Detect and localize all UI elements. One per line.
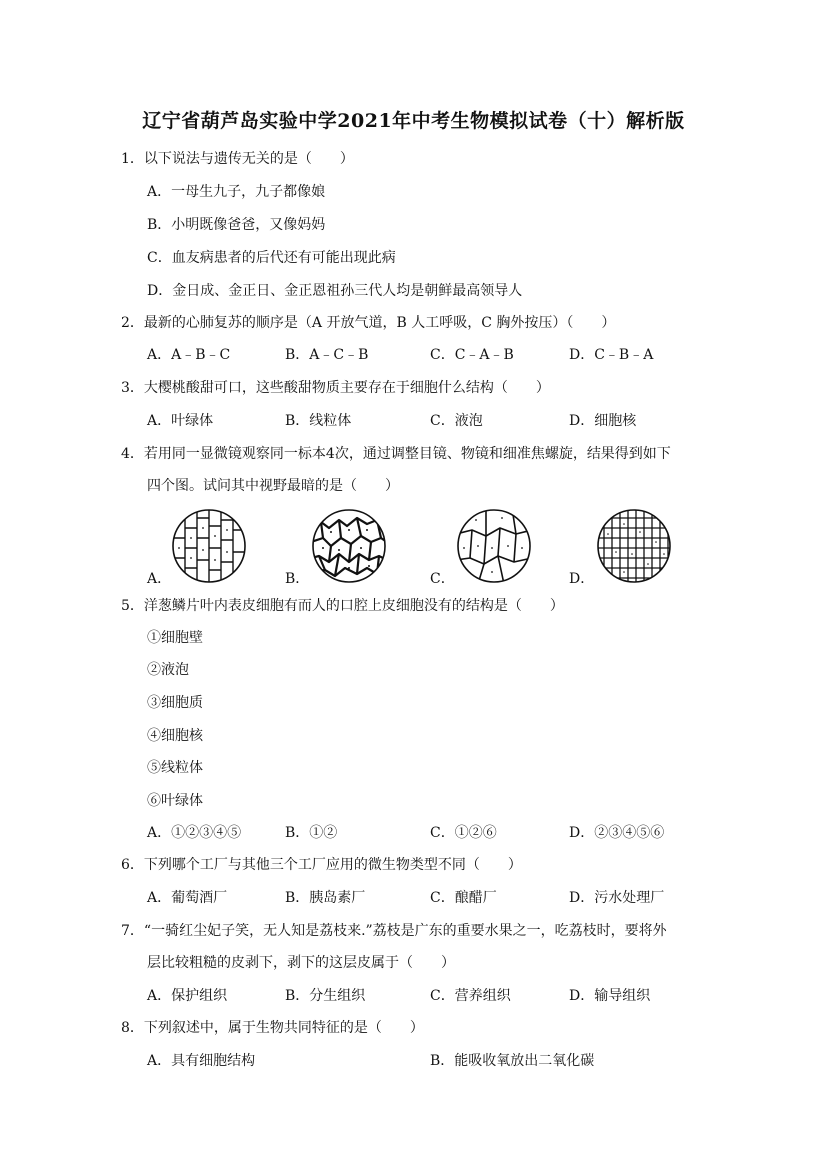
question-6-option-d: D．污水处理厂 (569, 890, 665, 906)
question-7-stem-line-1: 7．“一骑红尘妃子笑，无人知是荔枝来.”荔枝是广东的重要水果之一，吃荔枝时，要将外 (121, 923, 667, 939)
question-2-stem: 2．最新的心肺复苏的顺序是（A 开放气道，B 人工呼吸，C 胸外按压）（ ） (121, 315, 616, 331)
question-4-stem-line-1: 4．若用同一显微镜观察同一标本4次，通过调整目镜、物镜和细准焦螺旋，结果得到如下 (121, 446, 671, 462)
question-5-option-b: B．①② (285, 825, 338, 841)
question-5-option-c: C．①②⑥ (430, 825, 497, 841)
question-1-option-a: A．一母生九子，九子都像娘 (147, 184, 326, 200)
question-5-option-d: D．②③④⑤⑥ (569, 825, 665, 841)
question-6-stem: 6．下列哪个工厂与其他三个工厂应用的微生物类型不同（ ） (121, 857, 522, 873)
question-7-option-d: D．输导组织 (569, 988, 651, 1004)
question-5-stem: 5．洋葱鳞片叶内表皮细胞有而人的口腔上皮细胞没有的结构是（ ） (121, 598, 564, 614)
question-4-option-a: A． (147, 571, 172, 587)
question-3-option-c: C．液泡 (430, 413, 483, 429)
question-8-stem: 8．下列叙述中，属于生物共同特征的是（ ） (121, 1020, 424, 1036)
question-2-option-d: D．C﹣B﹣A (569, 347, 654, 363)
question-7-option-b: B．分生组织 (285, 988, 366, 1004)
question-5-item-6: ⑥叶绿体 (147, 793, 203, 809)
question-5-item-4: ④细胞核 (147, 728, 203, 744)
question-1-option-c: C．血友病患者的后代还有可能出现此病 (147, 250, 396, 266)
question-5-item-3: ③细胞质 (147, 695, 203, 711)
question-5-item-1: ①细胞壁 (147, 630, 203, 646)
question-1-stem: 1．以下说法与遗传无关的是（ ） (121, 151, 354, 167)
question-5-item-5: ⑤线粒体 (147, 760, 203, 776)
question-3-option-d: D．细胞核 (569, 413, 637, 429)
question-6-option-a: A．葡萄酒厂 (147, 890, 228, 906)
question-3-option-a: A．叶绿体 (147, 413, 214, 429)
question-4-stem-line-2: 四个图。试问其中视野最暗的是（ ） (147, 478, 399, 494)
microscope-view-a-figure (171, 508, 247, 584)
question-7-option-a: A．保护组织 (147, 988, 228, 1004)
question-7-stem-line-2: 层比较粗糙的皮剥下，剥下的这层皮属于（ ） (147, 955, 455, 971)
question-4-option-d: D． (569, 571, 595, 587)
question-4-option-c: C． (430, 571, 455, 587)
question-2-option-c: C．C﹣A﹣B (430, 347, 514, 363)
question-4-option-b: B． (285, 571, 310, 587)
question-1-option-b: B．小明既像爸爸，又像妈妈 (147, 217, 326, 233)
question-7-option-c: C．营养组织 (430, 988, 511, 1004)
microscope-view-b-figure (311, 508, 387, 584)
question-5-item-2: ②液泡 (147, 662, 189, 678)
question-2-option-b: B．A﹣C﹣B (285, 347, 369, 363)
question-8-option-a: A．具有细胞结构 (147, 1053, 256, 1069)
question-2-option-a: A．A﹣B﹣C (147, 347, 231, 363)
question-8-option-b: B．能吸收氧放出二氧化碳 (430, 1053, 595, 1069)
question-1-option-d: D．金日成、金正日、金正恩祖孙三代人均是朝鲜最高领导人 (147, 283, 523, 299)
question-5-option-a: A．①②③④⑤ (147, 825, 242, 841)
question-3-stem: 3．大樱桃酸甜可口，这些酸甜物质主要存在于细胞什么结构（ ） (121, 380, 550, 396)
microscope-view-c-figure (456, 508, 532, 584)
question-6-option-b: B．胰岛素厂 (285, 890, 366, 906)
microscope-view-d-figure (596, 508, 672, 584)
page-title: 辽宁省葫芦岛实验中学2021年中考生物模拟试卷（十）解析版 (142, 110, 685, 132)
question-3-option-b: B．线粒体 (285, 413, 352, 429)
question-6-option-c: C．酿醋厂 (430, 890, 497, 906)
